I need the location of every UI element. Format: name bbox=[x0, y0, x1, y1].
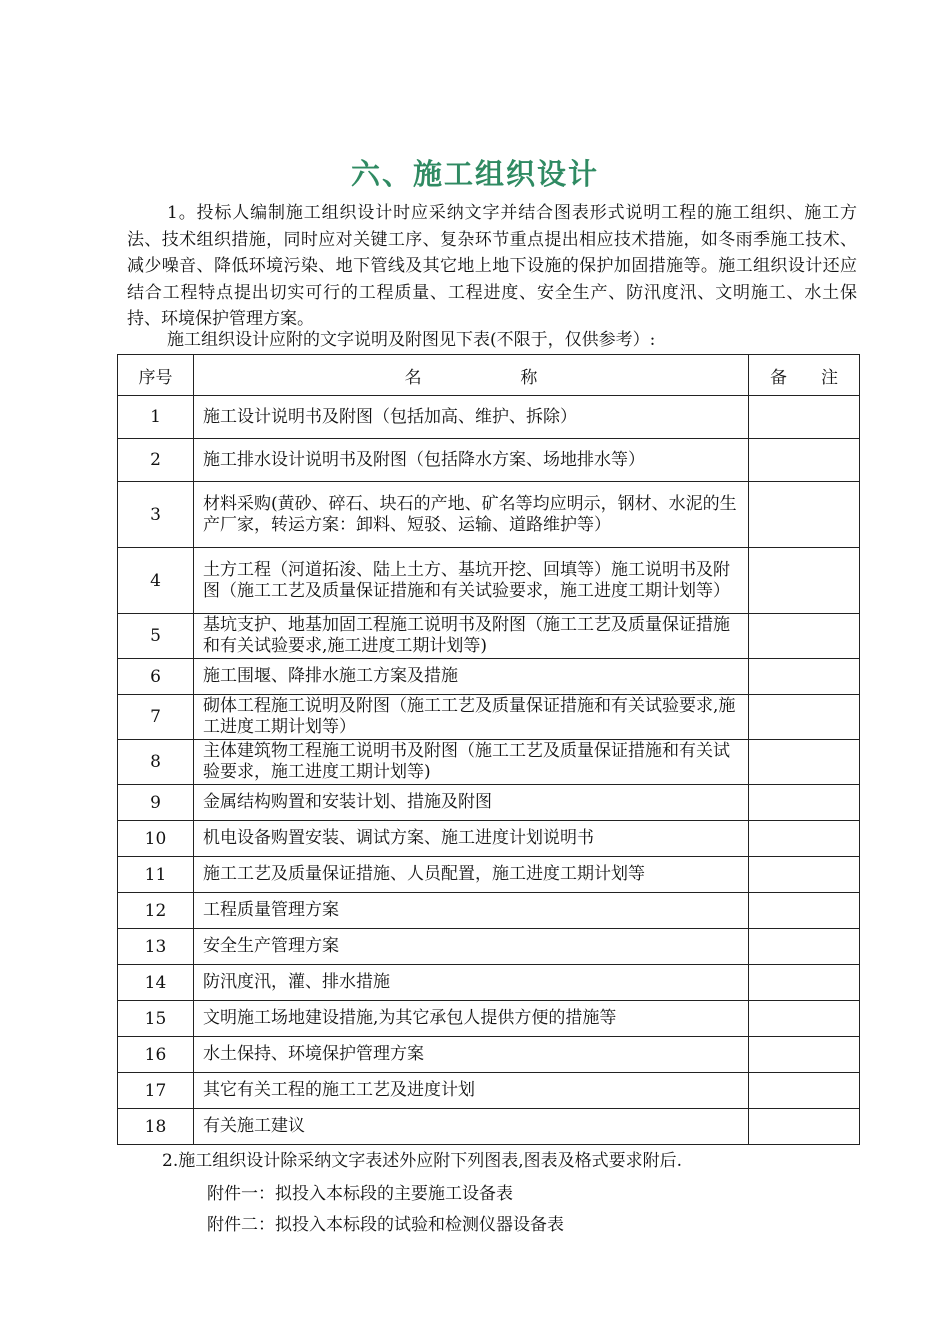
row-index: 13 bbox=[118, 929, 194, 965]
row-remark bbox=[749, 548, 860, 614]
row-index: 3 bbox=[118, 482, 194, 548]
table-row bbox=[118, 1109, 860, 1145]
row-remark bbox=[749, 1109, 860, 1145]
row-name: 金属结构购置和安装计划、措施及附图 bbox=[194, 785, 749, 821]
row-name: 防汛度汛，灌、排水措施 bbox=[194, 965, 749, 1001]
row-remark bbox=[749, 893, 860, 929]
row-index: 10 bbox=[118, 821, 194, 857]
row-name: 工程质量管理方案 bbox=[194, 893, 749, 929]
row-index: 4 bbox=[118, 548, 194, 614]
header-name-char-1: 名 bbox=[404, 367, 422, 388]
attachment-2: 附件二：拟投入本标段的试验和检测仪器设备表 bbox=[207, 1215, 564, 1235]
row-remark bbox=[749, 695, 860, 740]
row-index: 12 bbox=[118, 893, 194, 929]
row-name: 施工设计说明书及附图（包括加高、维护、拆除） bbox=[194, 396, 749, 439]
row-index: 17 bbox=[118, 1073, 194, 1109]
table-row bbox=[118, 965, 860, 1001]
row-index: 15 bbox=[118, 1001, 194, 1037]
row-remark bbox=[749, 614, 860, 659]
row-name: 土方工程（河道拓浚、陆上土方、基坑开挖、回填等）施工说明书及附图（施工工艺及质量保证措施和有关试验要求，施工进度工期计划等） bbox=[194, 548, 749, 614]
table-row bbox=[118, 614, 860, 659]
header-name bbox=[194, 355, 749, 396]
table-row bbox=[118, 482, 860, 548]
row-index: 6 bbox=[118, 659, 194, 695]
table-row bbox=[118, 785, 860, 821]
table-row bbox=[118, 821, 860, 857]
table-row bbox=[118, 929, 860, 965]
header-remark: 备 注 bbox=[749, 355, 860, 396]
row-remark bbox=[749, 482, 860, 548]
row-index: 2 bbox=[118, 439, 194, 482]
table-row bbox=[118, 893, 860, 929]
row-index: 16 bbox=[118, 1037, 194, 1073]
row-name: 有关施工建议 bbox=[194, 1109, 749, 1145]
table-row bbox=[118, 695, 860, 740]
row-remark bbox=[749, 740, 860, 785]
row-index: 1 bbox=[118, 396, 194, 439]
header-index: 序号 bbox=[118, 355, 194, 396]
page-title: 六、施工组织设计 bbox=[350, 157, 599, 191]
row-name: 主体建筑物工程施工说明书及附图（施工工艺及质量保证措施和有关试验要求，施工进度工期计划等) bbox=[194, 740, 749, 785]
row-name: 文明施工场地建设措施,为其它承包人提供方便的措施等 bbox=[194, 1001, 749, 1037]
row-remark bbox=[749, 965, 860, 1001]
table-row bbox=[118, 857, 860, 893]
attachments-table bbox=[117, 354, 860, 1145]
row-name: 砌体工程施工说明及附图（施工工艺及质量保证措施和有关试验要求,施工进度工期计划等） bbox=[194, 695, 749, 740]
row-remark bbox=[749, 785, 860, 821]
row-remark bbox=[749, 396, 860, 439]
row-index: 7 bbox=[118, 695, 194, 740]
attachment-1: 附件一：拟投入本标段的主要施工设备表 bbox=[207, 1184, 513, 1204]
table-row bbox=[118, 740, 860, 785]
row-index: 5 bbox=[118, 614, 194, 659]
row-index: 9 bbox=[118, 785, 194, 821]
table-intro: 施工组织设计应附的文字说明及附图见下表(不限于，仅供参考）: bbox=[167, 330, 656, 350]
row-name: 基坑支护、地基加固工程施工说明书及附图（施工工艺及质量保证措施和有关试验要求,施工进度工期计划等) bbox=[194, 614, 749, 659]
table-header-row bbox=[118, 355, 860, 396]
row-remark bbox=[749, 439, 860, 482]
footer-note: 2.施工组织设计除采纳文字表述外应附下列图表,图表及格式要求附后. bbox=[162, 1151, 683, 1171]
row-index: 18 bbox=[118, 1109, 194, 1145]
row-name: 施工工艺及质量保证措施、人员配置，施工进度工期计划等 bbox=[194, 857, 749, 893]
row-index: 8 bbox=[118, 740, 194, 785]
row-index: 11 bbox=[118, 857, 194, 893]
row-index: 14 bbox=[118, 965, 194, 1001]
row-remark bbox=[749, 1037, 860, 1073]
table-row bbox=[118, 439, 860, 482]
table-row bbox=[118, 1037, 860, 1073]
table-row bbox=[118, 1073, 860, 1109]
table-row bbox=[118, 1001, 860, 1037]
row-name: 水土保持、环境保护管理方案 bbox=[194, 1037, 749, 1073]
header-name-char-2: 称 bbox=[520, 367, 538, 388]
intro-paragraph: 1。投标人编制施工组织设计时应采纳文字并结合图表形式说明工程的施工组织、施工方法、技术组织措施，同时应对关键工序、复杂环节重点提出相应技术措施，如冬雨季施工技术、减少噪音、降低环境污染、地下管线及其它地上地下设施的保护加固措施等。施工组织设计还应结合工程特点提出切实可行的工程质量、工程进度、安全生产、防汛度汛、文明施工、水土保持、环境保护管理方案。 bbox=[127, 203, 857, 329]
row-name: 安全生产管理方案 bbox=[194, 929, 749, 965]
row-name: 其它有关工程的施工工艺及进度计划 bbox=[194, 1073, 749, 1109]
table-row bbox=[118, 396, 860, 439]
row-remark bbox=[749, 1073, 860, 1109]
row-remark bbox=[749, 821, 860, 857]
row-name: 施工围堰、降排水施工方案及措施 bbox=[194, 659, 749, 695]
table-row bbox=[118, 659, 860, 695]
row-name: 机电设备购置安装、调试方案、施工进度计划说明书 bbox=[194, 821, 749, 857]
row-remark bbox=[749, 857, 860, 893]
row-remark bbox=[749, 1001, 860, 1037]
row-remark bbox=[749, 929, 860, 965]
row-remark bbox=[749, 659, 860, 695]
row-name: 施工排水设计说明书及附图（包括降水方案、场地排水等） bbox=[194, 439, 749, 482]
row-name: 材料采购(黄砂、碎石、块石的产地、矿名等均应明示，钢材、水泥的生产厂家，转运方案：卸料、短驳、运输、道路维护等） bbox=[194, 482, 749, 548]
table-row bbox=[118, 548, 860, 614]
